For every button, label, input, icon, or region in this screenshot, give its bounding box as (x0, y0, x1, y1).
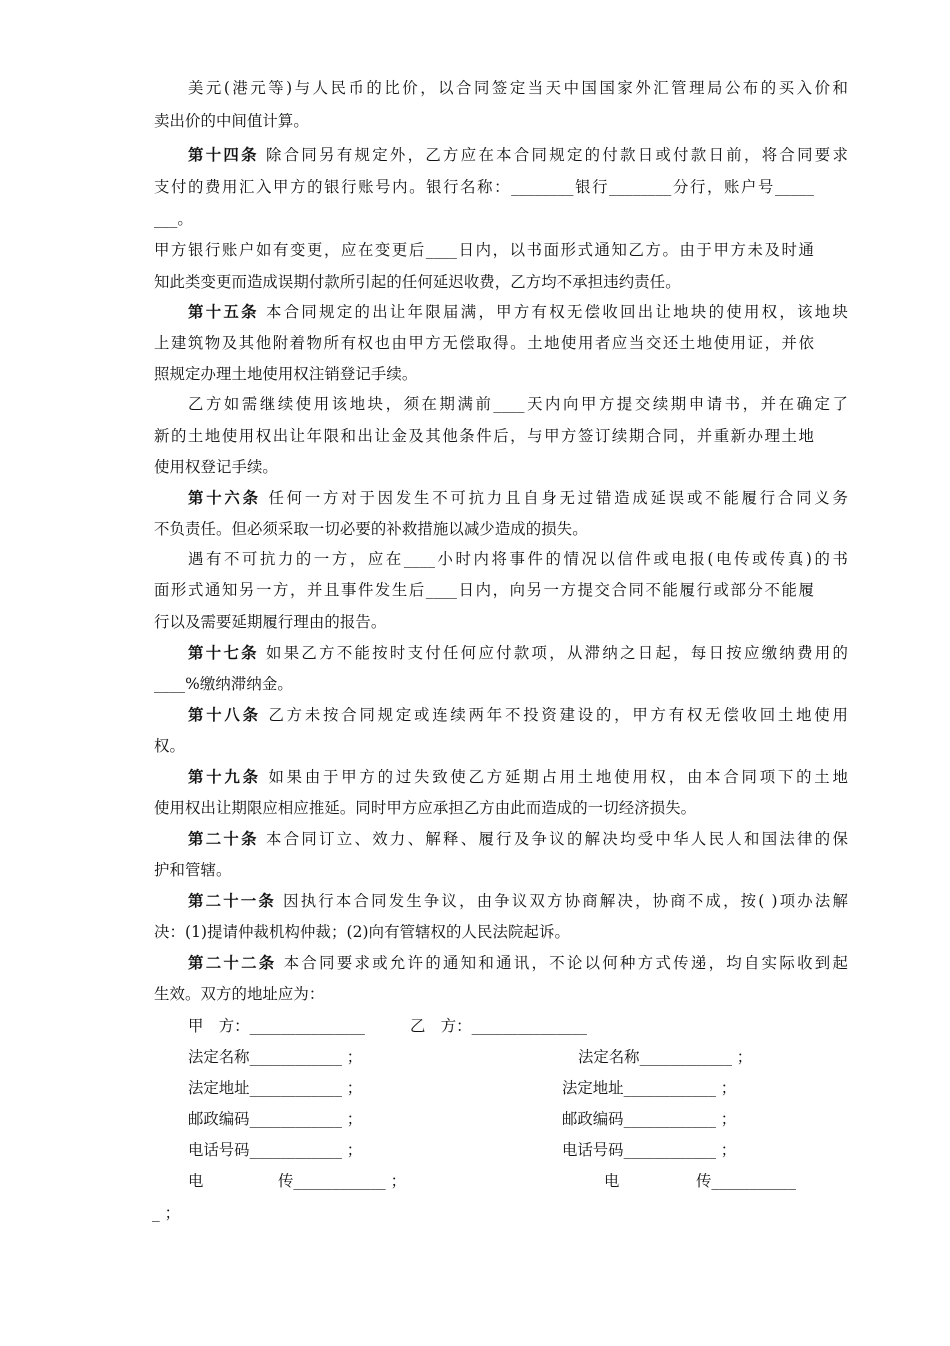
article-18-heading: 第十八条 (188, 706, 261, 724)
party-a-label: 甲 方：_______________ (188, 1017, 365, 1035)
text-line: 美元(港元等)与人民币的比价，以合同签定当天中国国家外汇管理局公布的买入价和 (188, 79, 848, 97)
party-b-label: 乙 方：_______________ (410, 1017, 587, 1035)
text-line: 护和管辖。 (154, 861, 232, 879)
text-line: 不负责任。但必须采取一切必要的补救措施以减少造成的损失。 (154, 520, 588, 538)
text-line: 生效。双方的地址应为： (154, 985, 325, 1003)
article-14-heading: 第十四条 (188, 146, 259, 164)
article-17-line: 第十七条 如果乙方不能按时支付任何应付款项，从滞纳之日起，每日按应缴纳费用的 (188, 644, 848, 662)
article-20-line: 第二十条 本合同订立、效力、解释、履行及争议的解决均受中华人民人和国法律的保 (188, 830, 848, 848)
article-15-heading: 第十五条 (188, 303, 259, 321)
article-20-heading: 第二十条 (188, 830, 259, 848)
legal-name-a: 法定名称____________ ； (188, 1048, 363, 1066)
text-line: 使用权登记手续。 (154, 458, 278, 476)
article-21-line: 第二十一条 因执行本合同发生争议，由争议双方协商解决，协商不成，按( )项办法解 (188, 892, 848, 910)
text-line: 卖出价的中间值计算。 (154, 112, 309, 130)
text-line: 遇有不可抗力的一方，应在____小时内将事件的情况以信件或电报(电传或传真)的书 (188, 550, 848, 568)
telex-a-char2: 传____________ ； (278, 1172, 407, 1190)
legal-name-b: 法定名称____________ ； (578, 1048, 753, 1066)
text-line: 行以及需要延期履行理由的报告。 (154, 613, 387, 631)
text-line: 新的土地使用权出让年限和出让金及其他条件后，与甲方签订续期合同，并重新办理土地 (154, 427, 814, 445)
text-line: ____%缴纳滞纳金。 (154, 675, 293, 693)
telex-b-tail: _ ； (152, 1204, 180, 1222)
text-line: 支付的费用汇入甲方的银行账号内。银行名称：________银行________分行，账户号_____ (154, 178, 814, 196)
text-line: 使用权出让期限应相应推延。同时甲方应承担乙方由此而造成的一切经济损失。 (154, 799, 697, 817)
article-17-heading: 第十七条 (188, 644, 259, 662)
article-19-line: 第十九条 如果由于甲方的过失致使乙方延期占用土地使用权，由本合同项下的土地 (188, 768, 848, 786)
article-19-heading: 第十九条 (188, 768, 261, 786)
article-22-line: 第二十二条 本合同要求或允许的通知和通讯，不论以何种方式传递，均自实际收到起 (188, 954, 848, 972)
text-line: 权。 (154, 737, 185, 755)
article-16-heading: 第十六条 (188, 489, 261, 507)
telex-a-char1: 电 (188, 1172, 204, 1190)
legal-address-b: 法定地址____________ ； (562, 1079, 737, 1097)
article-18-line: 第十八条 乙方未按合同规定或连续两年不投资建设的，甲方有权无偿收回土地使用 (188, 706, 848, 724)
legal-address-a: 法定地址____________ ； (188, 1079, 363, 1097)
text-line: 决：(1)提请仲裁机构仲裁；(2)向有管辖权的人民法院起诉。 (154, 923, 570, 941)
article-14-line: 第十四条 除合同另有规定外，乙方应在本合同规定的付款日或付款日前，将合同要求 (188, 146, 848, 164)
text-line: 知此类变更而造成误期付款所引起的任何延迟收费，乙方均不承担违约责任。 (154, 273, 681, 291)
text-line: 乙方如需继续使用该地块，须在期满前____天内向甲方提交续期申请书，并在确定了 (188, 395, 848, 413)
text-line: 照规定办理土地使用权注销登记手续。 (154, 365, 418, 383)
text-line: 甲方银行账户如有变更，应在变更后____日内，以书面形式通知乙方。由于甲方未及时通 (154, 241, 814, 259)
text-line: 上建筑物及其他附着物所有权也由甲方无偿取得。土地使用者应当交还土地使用证，并依 (154, 334, 814, 352)
telex-b-char2: 传___________ (696, 1172, 797, 1190)
phone-a: 电话号码____________ ； (188, 1141, 363, 1159)
phone-b: 电话号码____________ ； (562, 1141, 737, 1159)
telex-b-char1: 电 (604, 1172, 620, 1190)
text-line: 面形式通知另一方，并且事件发生后____日内，向另一方提交合同不能履行或部分不能履 (154, 581, 814, 599)
article-16-line: 第十六条 任何一方对于因发生不可抗力且自身无过错造成延误或不能履行合同义务 (188, 489, 848, 507)
article-15-line: 第十五条 本合同规定的出让年限届满，甲方有权无偿收回出让地块的使用权，该地块 (188, 303, 848, 321)
postal-code-b: 邮政编码____________ ； (562, 1110, 737, 1128)
article-21-heading: 第二十一条 (188, 892, 276, 910)
article-22-heading: 第二十二条 (188, 954, 277, 972)
postal-code-a: 邮政编码____________ ； (188, 1110, 363, 1128)
text-line: ___。 (154, 210, 193, 228)
